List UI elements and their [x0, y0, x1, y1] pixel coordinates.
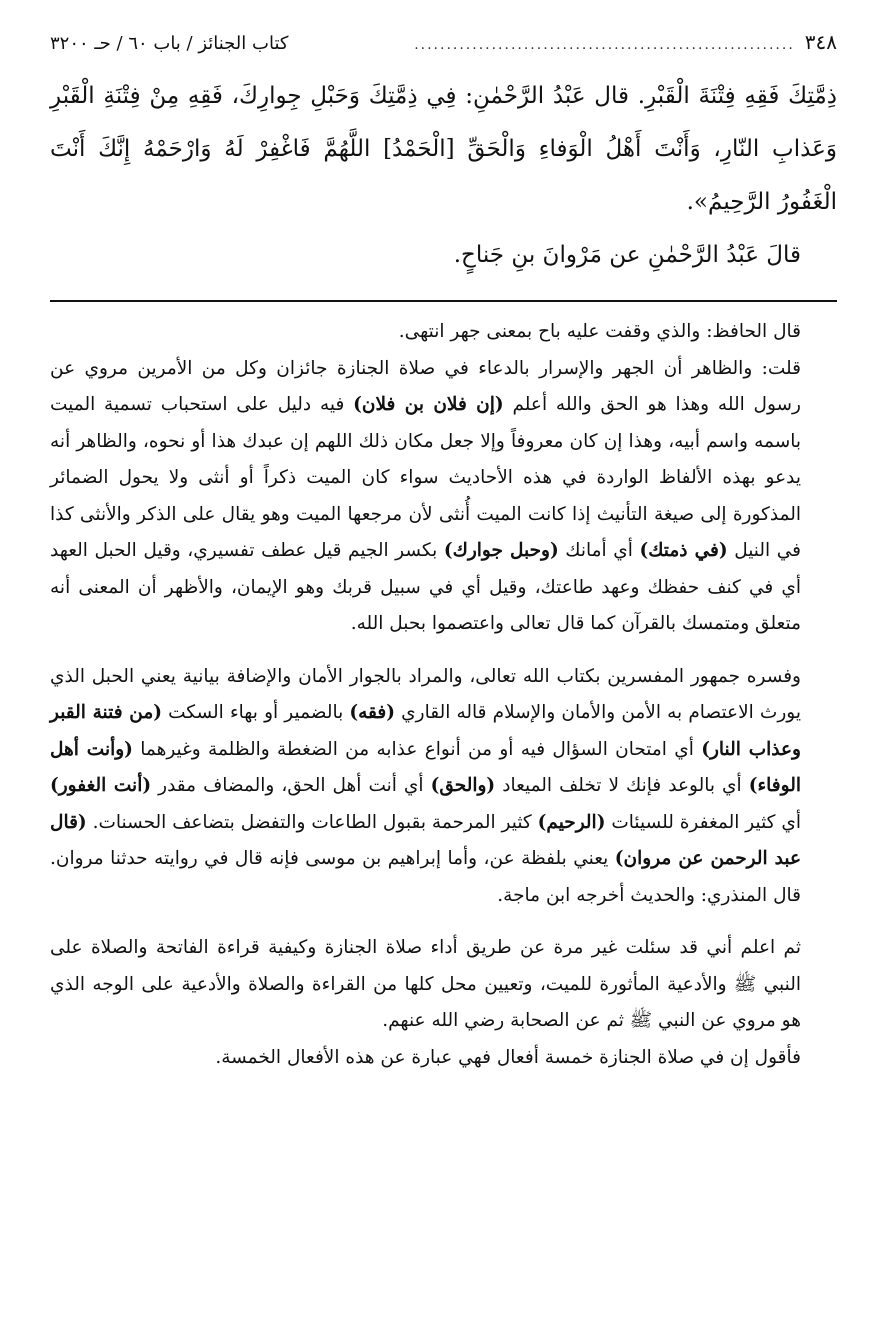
running-title: كتاب الجنائز / باب ٦٠ / حـ ٣٢٠٠	[50, 33, 289, 54]
separator-rule	[50, 300, 837, 302]
commentary-paragraph-3: وفسره جمهور المفسرين بكتاب الله تعالى، والمراد بالجوار الأمان والإضافة بيانية يعني الحبل الذي يورث الاعتصام به الأمن والأمان والإسلام قاله القاري (فقه) بالضمير أو بهاء السكت (من فتنة القبر وعذاب النار) أي امتحان السؤال فيه أو من أنواع عذابه من الضغطة والظلمة وغيرهما (وأنت أهل الوفاء) أي بالوعد فإنك لا تخلف الميعاد (والحق) أي أنت أهل الحق، والمضاف مقدر (أنت الغفور) أي كثير المغفرة للسيئات (الرحيم) كثير المرحمة بقبول الطاعات والتفضل بتضاعف الحسنات. (قال عبد الرحمن عن مروان) يعني بلفظة عن، وأما إبراهيم بن موسى فإنه قال في روايته حدثنا مروان. قال المنذري: والحديث أخرجه ابن ماجة.	[50, 665, 801, 906]
running-header	[50, 30, 837, 64]
commentary	[50, 314, 837, 1076]
hadith-chain-note: قالَ عَبْدُ الرَّحْمٰنِ عن مَرْوانَ بنِ جَناحٍ.	[453, 242, 801, 268]
quoted-phrase: (الرحيم)	[537, 811, 606, 833]
quoted-phrase: (في ذمتك)	[639, 540, 728, 561]
page-number: ٣٤٨	[804, 30, 837, 54]
quoted-phrase: (أنت الغفور)	[50, 775, 152, 796]
quoted-phrase: (قال عبد الرحمن عن مروان)	[50, 811, 801, 869]
quoted-phrase: (من فتنة القبر وعذاب النار)	[50, 702, 801, 760]
quoted-phrase: (إن فلان بن فلان)	[353, 394, 504, 415]
quoted-phrase: (والحق)	[430, 775, 496, 796]
commentary-paragraph-4: ثم اعلم أني قد سئلت غير مرة عن طريق أداء صلاة الجنازة وكيفية قراءة الفاتحة والصلاة على النبي ﷺ والأدعية المأثورة للميت، وتعيين محل كلها من القراءة والصلاة والأدعية على الوجه الذي هو مروي عن النبي ﷺ ثم عن الصحابة رضي الله عنهم.	[50, 937, 801, 1031]
header-leader-dots: ...........................................................	[414, 37, 795, 53]
quoted-phrase: (وحبل جوارك)	[443, 540, 559, 561]
commentary-paragraph-2: قلت: والظاهر أن الجهر والإسرار بالدعاء في صلاة الجنازة جائزان وكل من الأمرين مروي عن رسول الله وهذا هو الحق والله أعلم (إن فلان بن فلان) فيه دليل على استحباب تسمية الميت باسمه واسم أبيه، وهذا إن كان معروفاً وإلا جعل مكان ذلك اللهم إن عبدك هذا أو نحوه، والظاهر أنه يدعو بهذه الألفاظ الواردة في هذه الأحاديث سواء كان الميت ذكراً أو أنثى ولا يحول الضمائر المذكورة إلى صيغة التأنيث إذا كانت الميت أُنثى لأن مرجعها الميت وهو يقال على الذكر والأنثى كذا في النيل (في ذمتك) أي أمانك (وحبل جوارك) بكسر الجيم قيل عطف تفسيري، وقيل الحبل العهد أي في كنف حفظك وعهد طاعتك، وقيل أي في سبيل قربك وهو الإيمان، والأظهر أن المعنى أنه متعلق ومتمسك بالقرآن كما قال تعالى واعتصموا بحبل الله.	[50, 357, 801, 634]
quoted-phrase: (فقه)	[349, 702, 396, 723]
commentary-paragraph-1: قال الحافظ: والذي وقفت عليه باح بمعنى جهر انتهى.	[398, 321, 801, 342]
commentary-paragraph-5: فأقول إن في صلاة الجنازة خمسة أفعال فهي عبارة عن هذه الأفعال الخمسة.	[215, 1046, 801, 1068]
hadith-text	[50, 70, 837, 282]
hadith-paragraph: ذِمَّتِكَ فَقِهِ فِتْنَةَ الْقَبْرِ. قال عَبْدُ الرَّحْمٰنِ: فِي ذِمَّتِكَ وَحَبْلِ جِوارِكَ، فَقِهِ مِنْ فِتْنَةِ الْقَبْرِ وَعَذابِ النّارِ، وَأَنْتَ أَهْلُ الْوَفاءِ وَالْحَقِّ [الْحَمْدُ] اللَّهُمَّ فَاغْفِرْ لَهُ وَارْحَمْهُ إِنَّكَ أَنْتَ الْغَفُورُ الرَّحِيمُ».	[50, 83, 837, 215]
quoted-phrase: (وأنت أهل الوفاء)	[50, 738, 801, 796]
